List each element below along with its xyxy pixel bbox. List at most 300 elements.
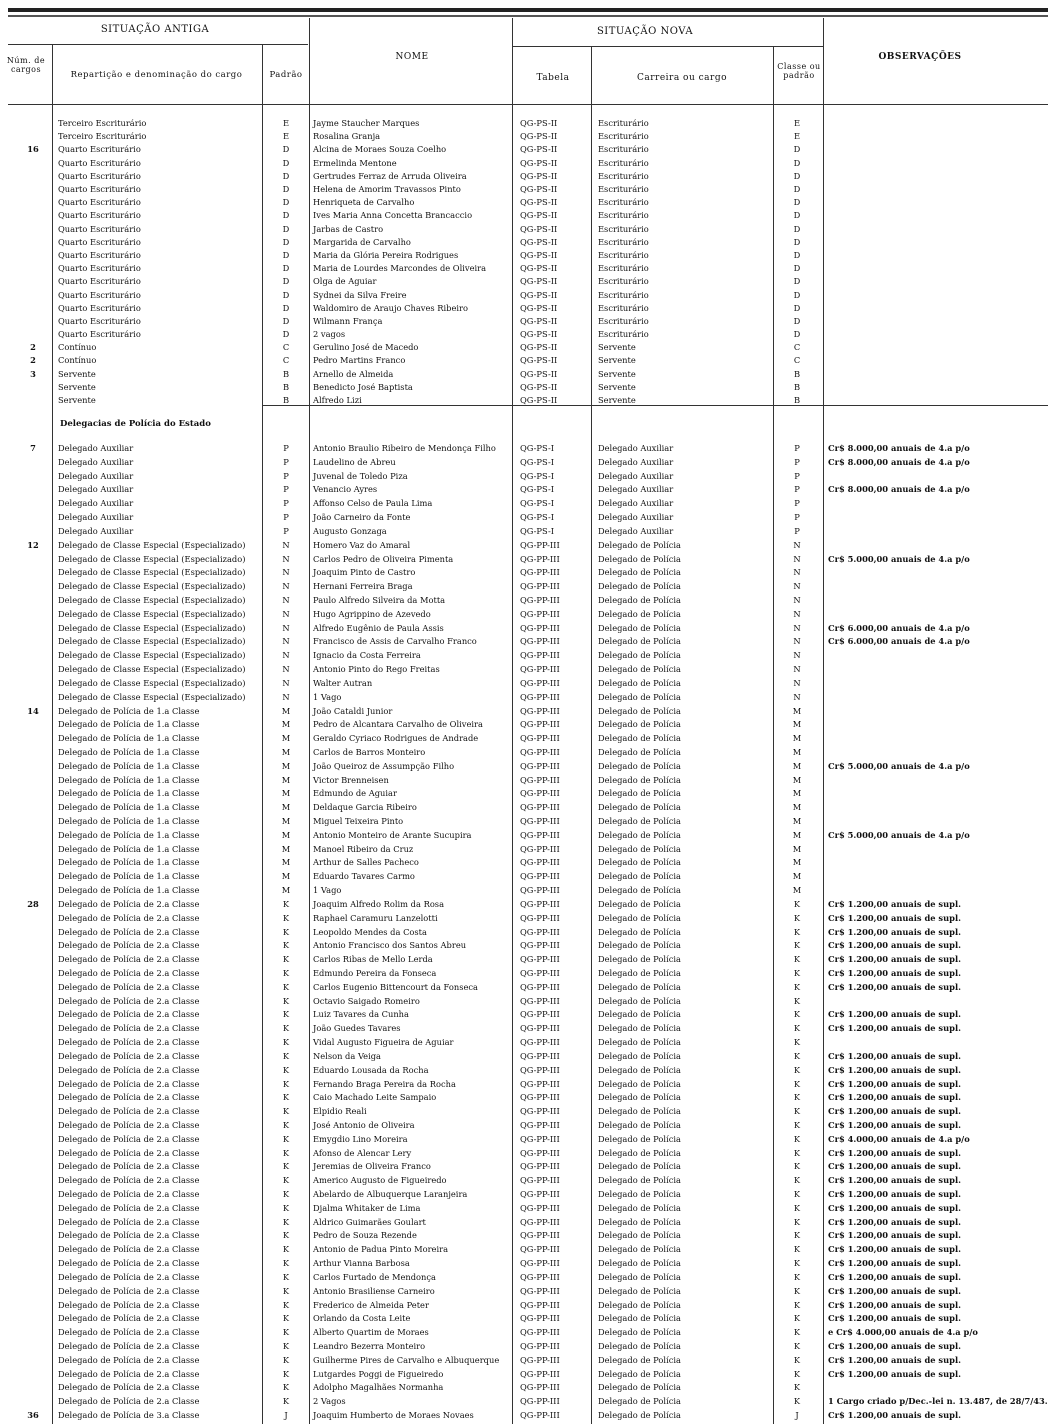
cell-nome: Aldrico Guimarães Goulart xyxy=(313,1216,426,1227)
cell-carreira: Delegado de Polícia xyxy=(598,1119,681,1130)
table-row xyxy=(0,1051,1055,1061)
cell-observacao: Cr$ 1.200,00 anuais de supl. xyxy=(828,1313,961,1324)
cell-tabela: QG-PS-II xyxy=(520,342,558,353)
table-row xyxy=(0,210,1055,220)
cell-carreira: Delegado de Polícia xyxy=(598,967,681,978)
cell-nome: Deldaque Garcia Ribeiro xyxy=(313,802,417,813)
cell-tabela: QG-PS-II xyxy=(520,118,558,128)
cell-cargo: Delegado de Polícia de 2.a Classe xyxy=(58,1147,200,1158)
cell-tabela: QG-PP-III xyxy=(520,664,560,674)
cell-tabela: QG-PS-II xyxy=(520,131,558,142)
cell-padrao: P xyxy=(283,512,289,523)
cell-observacao: Cr$ 1.200,00 anuais de supl. xyxy=(828,1023,961,1034)
cell-tabela: QG-PP-III xyxy=(520,567,560,578)
table-row xyxy=(0,263,1055,273)
cell-nome: Wilmann França xyxy=(313,315,383,326)
cell-nome: Elpidio Reali xyxy=(313,1106,367,1117)
cell-padrao: N xyxy=(282,567,290,578)
cell-observacao: Cr$ 1.200,00 anuais de supl. xyxy=(828,1189,961,1199)
cell-classe: K xyxy=(793,1202,801,1213)
cell-observacao: Cr$ 8.000,00 anuais de 4.a p/o xyxy=(828,484,970,495)
cell-cargo: Delegado de Classe Especial (Especializado) xyxy=(58,664,246,674)
cell-tabela: QG-PP-III xyxy=(520,1340,560,1351)
cell-carreira: Escriturário xyxy=(598,289,649,300)
cell-tabela: QG-PS-II xyxy=(520,197,558,208)
cell-tabela: QG-PP-III xyxy=(520,802,560,813)
cell-classe: B xyxy=(793,395,801,405)
cell-padrao: D xyxy=(282,144,290,155)
cell-classe: K xyxy=(793,1230,801,1241)
cell-tabela: QG-PP-III xyxy=(520,1009,560,1020)
cell-nome: Carlos Ribas de Mello Lerda xyxy=(313,954,433,965)
cell-padrao: M xyxy=(281,871,291,882)
cell-cargo: Quarto Escriturário xyxy=(58,184,141,194)
cell-carreira: Delegado de Polícia xyxy=(598,719,681,730)
cell-cargo: Delegado de Polícia de 2.a Classe xyxy=(58,1189,200,1199)
cell-nome: 2 vagos xyxy=(313,329,346,339)
cell-cargo: Delegado de Polícia de 2.a Classe xyxy=(58,926,200,937)
cell-nome: José Antonio de Oliveira xyxy=(313,1119,415,1130)
cell-nome: Olga de Aguiar xyxy=(313,276,377,287)
cell-carreira: Escriturário xyxy=(598,144,649,155)
cell-carreira: Escriturário xyxy=(598,197,649,208)
cell-classe: K xyxy=(793,1064,801,1075)
cell-nome: 2 Vagos xyxy=(313,1396,346,1407)
cell-observacao: Cr$ 4.000,00 anuais de 4.a p/o xyxy=(828,1133,970,1144)
table-row xyxy=(0,1203,1055,1213)
cell-cargo: Delegado de Polícia de 1.a Classe xyxy=(58,733,200,744)
cell-classe: K xyxy=(793,1175,801,1186)
cell-nome: Antonio Francisco dos Santos Abreu xyxy=(313,940,467,951)
table-row xyxy=(0,498,1055,508)
cell-cargo: Quarto Escriturário xyxy=(58,210,141,221)
cell-nome: Laudelino de Abreu xyxy=(313,456,396,467)
table-row xyxy=(0,237,1055,247)
cell-cargo: Delegado de Polícia de 2.a Classe xyxy=(58,940,200,951)
cell-tabela: QG-PP-III xyxy=(520,1354,560,1365)
cell-tabela: QG-PP-III xyxy=(520,829,560,840)
cell-observacao: Cr$ 1.200,00 anuais de supl. xyxy=(828,1216,961,1227)
cell-carreira: Servente xyxy=(598,368,636,379)
cell-classe: K xyxy=(793,940,801,951)
cell-classe: K xyxy=(793,1147,801,1158)
cell-nome: Edmundo Pereira da Fonseca xyxy=(313,967,437,978)
table-row xyxy=(0,623,1055,633)
cell-tabela: QG-PP-III xyxy=(520,995,560,1006)
cell-tabela: QG-PS-I xyxy=(520,525,555,536)
cell-tabela: QG-PP-III xyxy=(520,788,560,799)
cell-padrao: K xyxy=(282,981,290,992)
table-row xyxy=(0,303,1055,313)
cell-nome: Afonso de Alencar Lery xyxy=(313,1147,412,1158)
cell-observacao: Cr$ 1.200,00 anuais de supl. xyxy=(828,1244,961,1255)
cell-nome: Vidal Augusto Figueira de Aguiar xyxy=(313,1037,454,1047)
cell-carreira: Delegado de Polícia xyxy=(598,1189,681,1199)
table-row xyxy=(0,1009,1055,1019)
cell-padrao: M xyxy=(281,774,291,785)
cell-cargo: Delegado de Polícia de 2.a Classe xyxy=(58,912,200,923)
cell-padrao: K xyxy=(282,1382,290,1393)
cell-nome: Lutgardes Poggi de Figueiredo xyxy=(313,1368,444,1379)
cell-classe: B xyxy=(793,368,801,379)
cell-classe: K xyxy=(793,926,801,937)
cell-tabela: QG-PS-I xyxy=(520,484,555,495)
cell-tabela: QG-PP-III xyxy=(520,1382,560,1393)
cell-classe: K xyxy=(793,1037,801,1047)
cell-padrao: K xyxy=(282,1161,290,1172)
cell-carreira: Delegado de Polícia xyxy=(598,608,681,619)
table-row xyxy=(0,954,1055,964)
cell-observacao: Cr$ 1.200,00 anuais de supl. xyxy=(828,1078,961,1089)
cell-padrao: N xyxy=(282,581,290,592)
cell-nome: Alfredo Eugênio de Paula Assis xyxy=(313,622,444,633)
cell-padrao: P xyxy=(283,470,289,481)
cell-tabela: QG-PS-I xyxy=(520,443,555,453)
table-row xyxy=(0,802,1055,812)
cell-tabela: QG-PP-III xyxy=(520,981,560,992)
cell-observacao: Cr$ 5.000,00 anuais de 4.a p/o xyxy=(828,760,970,771)
cell-classe: D xyxy=(793,223,801,234)
cell-carreira: Delegado Auxiliar xyxy=(598,498,674,509)
cell-nome: 1 Vago xyxy=(313,885,342,896)
cell-observacao: Cr$ 1.200,00 anuais de supl. xyxy=(828,1119,961,1130)
cell-carreira: Delegado de Polícia xyxy=(598,981,681,992)
cell-cargo: Servente xyxy=(58,368,96,379)
cell-nome: Juvenal de Toledo Piza xyxy=(313,470,408,481)
cell-carreira: Escriturário xyxy=(598,315,649,326)
cell-carreira: Escriturário xyxy=(598,249,649,260)
cell-classe: K xyxy=(793,1119,801,1130)
cell-cargo: Quarto Escriturário xyxy=(58,276,141,287)
cell-cargo: Delegado de Classe Especial (Especializado) xyxy=(58,677,246,688)
cell-carreira: Delegado de Polícia xyxy=(598,1009,681,1020)
cell-carreira: Escriturário xyxy=(598,118,649,128)
header-old-situation: SITUAÇÃO ANTIGA xyxy=(100,24,210,35)
cell-padrao: K xyxy=(282,1175,290,1186)
cell-carreira: Escriturário xyxy=(598,276,649,287)
cell-num: 12 xyxy=(27,539,39,550)
cell-nome: Caio Machado Leite Sampaio xyxy=(313,1092,437,1103)
cell-tabela: QG-PS-II xyxy=(520,170,558,181)
cell-nome: Americo Augusto de Figueiredo xyxy=(313,1175,447,1186)
cell-padrao: N xyxy=(282,539,290,550)
cell-classe: K xyxy=(793,1271,801,1282)
cell-padrao: D xyxy=(282,184,290,194)
cell-num: 2 xyxy=(30,342,36,353)
cell-classe: K xyxy=(793,1216,801,1227)
cell-tabela: QG-PP-III xyxy=(520,1037,560,1047)
cell-tabela: QG-PS-II xyxy=(520,395,558,405)
cell-nome: Joaquim Pinto de Castro xyxy=(313,567,416,578)
table-row xyxy=(0,471,1055,481)
table-row xyxy=(0,1079,1055,1089)
cell-tabela: QG-PP-III xyxy=(520,1216,560,1227)
cell-nome: Margarida de Carvalho xyxy=(313,236,411,247)
cell-padrao: N xyxy=(282,691,290,702)
cell-carreira: Delegado de Polícia xyxy=(598,1258,681,1268)
cell-padrao: M xyxy=(281,857,291,868)
table-row xyxy=(0,609,1055,619)
cell-padrao: M xyxy=(281,802,291,813)
cell-cargo: Delegado de Polícia de 2.a Classe xyxy=(58,1354,200,1365)
cell-tabela: QG-PP-III xyxy=(520,539,560,550)
cell-padrao: K xyxy=(282,1299,290,1310)
cell-padrao: D xyxy=(282,197,290,208)
cell-tabela: QG-PP-III xyxy=(520,954,560,965)
cell-nome: Edmundo de Aguiar xyxy=(313,788,397,799)
cell-padrao: M xyxy=(281,816,291,826)
table-row xyxy=(0,1120,1055,1130)
cell-classe: D xyxy=(793,329,801,339)
cell-nome: Djalma Whitaker de Lima xyxy=(313,1202,421,1213)
cell-cargo: Delegado de Polícia de 2.a Classe xyxy=(58,1258,200,1268)
cell-cargo: Delegado de Polícia de 1.a Classe xyxy=(58,788,200,799)
cell-carreira: Delegado de Polícia xyxy=(598,581,681,592)
cell-nome: Leopoldo Mendes da Costa xyxy=(313,926,427,937)
cell-carreira: Delegado de Polícia xyxy=(598,1092,681,1103)
cell-carreira: Delegado de Polícia xyxy=(598,1023,681,1034)
cell-classe: D xyxy=(793,197,801,208)
cell-carreira: Delegado de Polícia xyxy=(598,1244,681,1255)
cell-carreira: Delegado de Polícia xyxy=(598,843,681,854)
cell-observacao: 1 Cargo criado p/Dec.-lei n. 13.487, de 28/7/43. xyxy=(828,1396,1048,1407)
table-row xyxy=(0,733,1055,743)
cell-carreira: Delegado de Polícia xyxy=(598,1037,681,1047)
cell-carreira: Escriturário xyxy=(598,184,649,194)
cell-classe: K xyxy=(793,1327,801,1338)
cell-observacao: Cr$ 1.200,00 anuais de supl. xyxy=(828,981,961,992)
cell-classe: K xyxy=(793,1244,801,1255)
cell-classe: N xyxy=(793,691,801,702)
cell-observacao: Cr$ 1.200,00 anuais de supl. xyxy=(828,940,961,951)
cell-cargo: Delegado de Polícia de 2.a Classe xyxy=(58,1133,200,1144)
cell-classe: M xyxy=(792,829,802,840)
cell-classe: P xyxy=(794,512,800,523)
cell-cargo: Delegado de Classe Especial (Especializado) xyxy=(58,650,246,661)
cell-tabela: QG-PS-II xyxy=(520,184,558,194)
cell-padrao: M xyxy=(281,760,291,771)
cell-nome: Alfredo Lizi xyxy=(313,395,362,405)
cell-carreira: Escriturário xyxy=(598,263,649,274)
table-row xyxy=(0,1300,1055,1310)
cell-carreira: Servente xyxy=(598,342,636,353)
cell-classe: K xyxy=(793,1368,801,1379)
table-row xyxy=(0,1161,1055,1171)
table-row xyxy=(0,968,1055,978)
cell-padrao: K xyxy=(282,1230,290,1241)
cell-nome: Alberto Quartim de Moraes xyxy=(313,1327,429,1338)
cell-carreira: Delegado de Polícia xyxy=(598,912,681,923)
cell-tabela: QG-PP-III xyxy=(520,636,560,647)
header-new-situation: SITUAÇÃO NOVA xyxy=(596,26,694,37)
cell-cargo: Quarto Escriturário xyxy=(58,249,141,260)
cell-carreira: Delegado de Polícia xyxy=(598,1285,681,1296)
cell-padrao: B xyxy=(282,395,290,405)
cell-cargo: Delegado Auxiliar xyxy=(58,484,134,495)
cell-carreira: Escriturário xyxy=(598,170,649,181)
cell-carreira: Delegado de Polícia xyxy=(598,1161,681,1172)
cell-nome: Antonio Pinto do Rego Freitas xyxy=(313,664,440,674)
cell-classe: D xyxy=(793,170,801,181)
cell-nome: Jarbas de Castro xyxy=(313,223,384,234)
cell-tabela: QG-PP-III xyxy=(520,1175,560,1186)
cell-carreira: Delegado de Polícia xyxy=(598,857,681,868)
cell-cargo: Quarto Escriturário xyxy=(58,236,141,247)
cell-carreira: Delegado de Polícia xyxy=(598,1271,681,1282)
cell-carreira: Servente xyxy=(598,355,636,366)
cell-nome: Guilherme Pires de Carvalho e Albuquerque xyxy=(313,1354,500,1365)
cell-padrao: K xyxy=(282,1147,290,1158)
cell-nome: Ignacio da Costa Ferreira xyxy=(313,650,421,661)
cell-tabela: QG-PS-I xyxy=(520,512,555,523)
cell-tabela: QG-PP-III xyxy=(520,595,560,605)
cell-nome: Affonso Celso de Paula Lima xyxy=(313,498,433,509)
cell-tabela: QG-PS-II xyxy=(520,289,558,300)
cell-nome: Eduardo Lousada da Rocha xyxy=(313,1064,429,1075)
cell-padrao: K xyxy=(282,995,290,1006)
cell-tabela: QG-PS-II xyxy=(520,144,558,155)
cell-classe: K xyxy=(793,1354,801,1365)
cell-padrao: N xyxy=(282,595,290,605)
cell-padrao: N xyxy=(282,636,290,647)
cell-cargo: Delegado de Polícia de 2.a Classe xyxy=(58,1161,200,1172)
cell-padrao: P xyxy=(283,443,289,453)
cell-tabela: QG-PS-II xyxy=(520,381,558,392)
cell-classe: P xyxy=(794,470,800,481)
cell-carreira: Delegado Auxiliar xyxy=(598,456,674,467)
cell-padrao: K xyxy=(282,1009,290,1020)
cell-tabela: QG-PP-III xyxy=(520,857,560,868)
cell-carreira: Delegado de Polícia xyxy=(598,1382,681,1393)
cell-padrao: N xyxy=(282,553,290,564)
cell-classe: E xyxy=(793,131,801,142)
cell-cargo: Delegado de Polícia de 2.a Classe xyxy=(58,1340,200,1351)
cell-observacao: Cr$ 1.200,00 anuais de supl. xyxy=(828,1271,961,1282)
cell-carreira: Escriturário xyxy=(598,131,649,142)
cell-cargo: Delegado de Polícia de 2.a Classe xyxy=(58,1202,200,1213)
cell-carreira: Delegado de Polícia xyxy=(598,802,681,813)
cell-cargo: Quarto Escriturário xyxy=(58,197,141,208)
table-row xyxy=(0,1023,1055,1033)
cell-carreira: Delegado de Polícia xyxy=(598,746,681,757)
table-row xyxy=(0,1382,1055,1392)
cell-observacao: Cr$ 6.000,00 anuais de 4.a p/o xyxy=(828,622,970,633)
table-row xyxy=(0,382,1055,392)
cell-tabela: QG-PP-III xyxy=(520,1078,560,1089)
cell-nome: Francisco de Assis de Carvalho Franco xyxy=(313,636,477,647)
cell-padrao: K xyxy=(282,1119,290,1130)
cell-classe: N xyxy=(793,636,801,647)
cell-carreira: Delegado de Polícia xyxy=(598,1396,681,1407)
cell-cargo: Delegado Auxiliar xyxy=(58,443,134,453)
cell-padrao: K xyxy=(282,1037,290,1047)
cell-nome: João Queiroz de Assumpção Filho xyxy=(313,760,455,771)
cell-classe: K xyxy=(793,1299,801,1310)
cell-cargo: Delegado de Polícia de 1.a Classe xyxy=(58,719,200,730)
cell-padrao: D xyxy=(282,276,290,287)
cell-cargo: Delegado de Polícia de 2.a Classe xyxy=(58,1175,200,1186)
cell-padrao: M xyxy=(281,746,291,757)
table-row xyxy=(0,276,1055,286)
cell-observacao: Cr$ 8.000,00 anuais de 4.a p/o xyxy=(828,443,970,453)
cell-padrao: K xyxy=(282,1050,290,1061)
cell-classe: K xyxy=(793,912,801,923)
cell-tabela: QG-PP-III xyxy=(520,967,560,978)
cell-nome: Hugo Agrippino de Azevedo xyxy=(313,608,431,619)
cell-tabela: QG-PP-III xyxy=(520,816,560,826)
header-carreira: Carreira ou cargo xyxy=(636,73,728,83)
cell-carreira: Escriturário xyxy=(598,329,649,339)
cell-tabela: QG-PS-II xyxy=(520,302,558,313)
cell-carreira: Delegado de Polícia xyxy=(598,1354,681,1365)
table-row xyxy=(0,1106,1055,1116)
cell-padrao: K xyxy=(282,912,290,923)
table-row xyxy=(0,830,1055,840)
cell-cargo: Delegado de Polícia de 3.a Classe xyxy=(58,1410,200,1420)
cell-nome: Carlos Eugenio Bittencourt da Fonseca xyxy=(313,981,478,992)
cell-nome: Arthur Vianna Barbosa xyxy=(313,1258,410,1268)
cell-carreira: Delegado de Polícia xyxy=(598,1202,681,1213)
cell-carreira: Delegado Auxiliar xyxy=(598,525,674,536)
cell-classe: D xyxy=(793,276,801,287)
cell-observacao: Cr$ 1.200,00 anuais de supl. xyxy=(828,1009,961,1020)
cell-carreira: Delegado de Polícia xyxy=(598,1050,681,1061)
cell-cargo: Quarto Escriturário xyxy=(58,302,141,313)
cell-num: 14 xyxy=(27,705,39,716)
cell-tabela: QG-PP-III xyxy=(520,912,560,923)
table-row xyxy=(0,692,1055,702)
cell-tabela: QG-PP-III xyxy=(520,1106,560,1117)
cell-carreira: Delegado Auxiliar xyxy=(598,470,674,481)
cell-tabela: QG-PP-III xyxy=(520,1299,560,1310)
cell-cargo: Delegado de Polícia de 2.a Classe xyxy=(58,1106,200,1117)
cell-padrao: D xyxy=(282,289,290,300)
table-row xyxy=(0,664,1055,674)
cell-nome: Joaquim Alfredo Rolim da Rosa xyxy=(313,898,445,909)
cell-carreira: Delegado de Polícia xyxy=(598,1299,681,1310)
cell-padrao: M xyxy=(281,843,291,854)
cell-padrao: K xyxy=(282,954,290,965)
table-row xyxy=(0,443,1055,453)
cell-observacao: Cr$ 1.200,00 anuais de supl. xyxy=(828,1340,961,1351)
table-row xyxy=(0,540,1055,550)
cell-nome: Miguel Teixeira Pinto xyxy=(313,816,404,826)
cell-classe: D xyxy=(793,263,801,274)
cell-classe: K xyxy=(793,1396,801,1407)
cell-cargo: Delegado de Polícia de 2.a Classe xyxy=(58,954,200,965)
table-row xyxy=(0,118,1055,128)
cell-padrao: K xyxy=(282,1327,290,1338)
cell-carreira: Delegado de Polícia xyxy=(598,1368,681,1379)
cell-classe: N xyxy=(793,664,801,674)
cell-cargo: Delegado de Polícia de 2.a Classe xyxy=(58,898,200,909)
cell-nome: Joaquim Humberto de Moraes Novaes xyxy=(313,1410,474,1420)
cell-classe: D xyxy=(793,289,801,300)
table-row xyxy=(0,342,1055,352)
cell-cargo: Delegado de Polícia de 1.a Classe xyxy=(58,816,200,826)
cell-cargo: Quarto Escriturário xyxy=(58,289,141,300)
cell-carreira: Delegado de Polícia xyxy=(598,885,681,896)
cell-padrao: D xyxy=(282,210,290,221)
cell-cargo: Quarto Escriturário xyxy=(58,144,141,155)
header-tabela: Tabela xyxy=(536,73,570,83)
cell-classe: D xyxy=(793,184,801,194)
cell-observacao: Cr$ 1.200,00 anuais de supl. xyxy=(828,1050,961,1061)
cell-nome: Maria da Glória Pereira Rodrigues xyxy=(313,249,459,260)
cell-cargo: Delegado Auxiliar xyxy=(58,498,134,509)
cell-padrao: M xyxy=(281,705,291,716)
table-row xyxy=(0,1272,1055,1282)
